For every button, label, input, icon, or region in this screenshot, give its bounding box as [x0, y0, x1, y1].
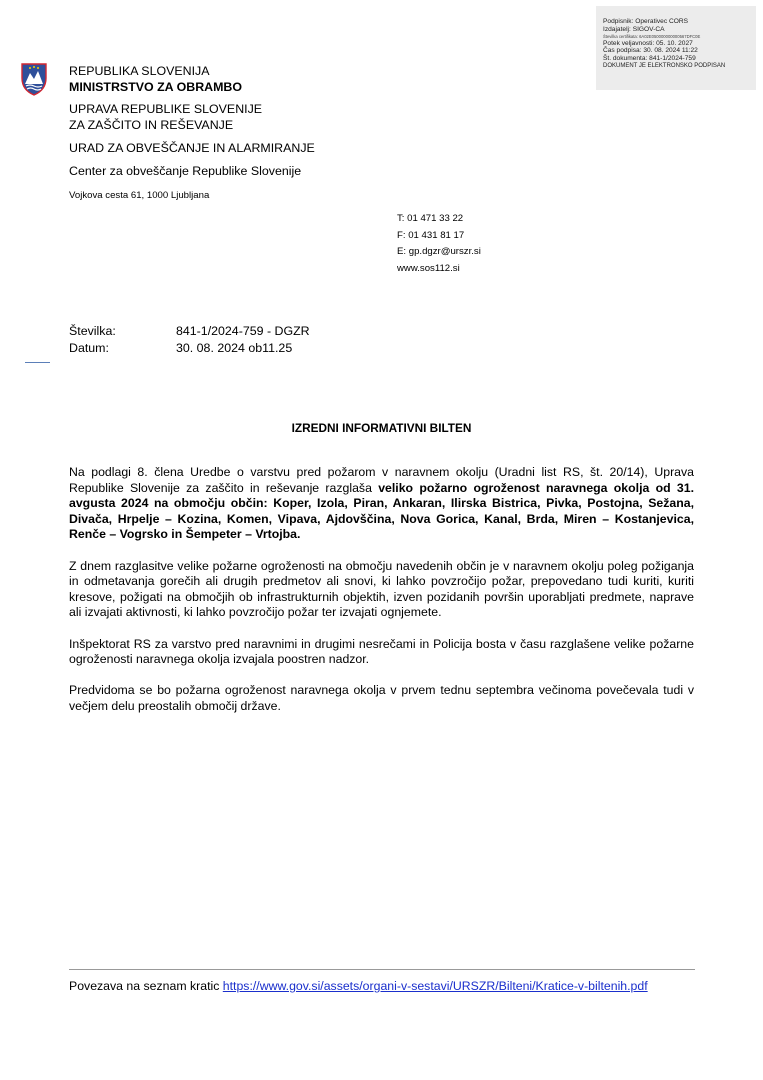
document-meta: [69, 323, 310, 357]
signature-signed-at: Čas podpisa: 30. 08. 2024 11:22: [603, 47, 698, 55]
signature-signer: Podpisnik: Operativec CORS: [603, 18, 689, 25]
paragraph-4: Predvidoma se bo požarna ogroženost naravnega okolja v prvem tednu septembra večinoma povečevala tudi v večjem delu preostalih območij države.: [69, 683, 694, 713]
margin-mark: [25, 362, 50, 363]
number-label: Številka:: [69, 324, 116, 338]
header-administration-2: ZA ZAŠČITO IN REŠEVANJE: [69, 118, 234, 132]
signature-issuer: Izdajatelj: SIGOV-CA: [603, 25, 665, 33]
contact-fax: F: 01 431 81 17: [397, 229, 465, 241]
header-office: URAD ZA OBVEŠČANJE IN ALARMIRANJE: [69, 141, 315, 155]
header-administration: UPRAVA REPUBLIKE SLOVENIJE: [69, 102, 263, 116]
slovenia-coat-of-arms-icon: [20, 62, 48, 96]
contact-phone: T: 01 471 33 22: [397, 213, 464, 224]
paragraph-3: Inšpektorat RS za varstvo pred naravnimi in drugimi nesrečami in Policija bosta v času razglašene velike požarne ogroženosti naravnega okolja izvajala poostren nadzor.: [69, 636, 694, 667]
header-center: Center za obveščanje Republike Slovenije: [69, 164, 302, 178]
abbreviations-link[interactable]: https://www.gov.si/assets/organi-v-sestavi/URSZR/Bilteni/Kratice-v-biltenih.pdf: [222, 979, 648, 993]
header-ministry: MINISTRSTVO ZA OBRAMBO: [69, 80, 243, 94]
contact-block: [397, 211, 481, 278]
footer: [69, 979, 648, 993]
contact-email[interactable]: E: gp.dgzr@urszr.si: [397, 246, 481, 258]
electronic-signature-box: [596, 6, 756, 90]
number-value: 841-1/2024-759 - DGZR: [176, 324, 310, 338]
paragraph-2: Z dnem razglasitve velike požarne ogroženosti na območju navedenih občin je v naravnem okolju poleg požiganja in odmetavanja gorečih ali drugih predmetov ali snovi, ki lahko povzročijo požar, prepovedano tudi kuriti, kuriti kresove, požigati na območjih ob infrastrukturnih objektih, izven pozidanih površin uporabljati predmete, naprave ali izvajati aktivnosti, ki lahko povzročijo požar ter izvajati ognjemete.: [69, 558, 694, 620]
bulletin-body: [69, 465, 694, 730]
bulletin-title: IZREDNI INFORMATIVNI BILTEN: [291, 421, 472, 435]
signature-doc-number: Št. dokumenta: 841-1/2024-759: [603, 55, 696, 63]
date-label: Datum:: [69, 341, 109, 355]
signature-valid-until: Potek veljavnosti: 05. 10. 2027: [603, 39, 693, 47]
contact-web[interactable]: www.sos112.si: [397, 263, 460, 275]
footer-label: Povezava na seznam kratic: [69, 979, 223, 993]
header-republic: REPUBLIKA SLOVENIJA: [69, 64, 210, 78]
date-value: 30. 08. 2024 ob11.25: [176, 341, 293, 355]
signature-note: DOKUMENT JE ELEKTRONSKO PODPISAN: [603, 62, 726, 69]
signature-cert-number: Številka certifikata: 6A02E050000000000567DFC0E: [603, 33, 701, 39]
paragraph-1: [69, 465, 694, 543]
paragraph-1-text: Na podlagi 8. člena Uredbe o varstvu pred požarom v naravnem okolju (Uradni list RS, št. 20/14), Uprava Republike Slovenije za zaščito in reševanje razglaša: [69, 465, 694, 495]
address: Vojkova cesta 61, 1000 Ljubljana: [69, 190, 210, 201]
footer-divider: [69, 969, 695, 970]
paragraph-1-bold: veliko požarno ogroženost naravnega okolja od 31. avgusta 2024 na območju občin: Koper, Izola, Piran, Ankaran, Ilirska Bistrica, Pivka, Postojna, Sežana, Divača, Hrpelje – Kozina, Komen, Vipava, Ajdovščina, Nova Gorica, Kanal, Brda, Miren – Kostanjevica, Renče – Vogrsko in Šempeter – Vrtojba.: [69, 480, 695, 542]
